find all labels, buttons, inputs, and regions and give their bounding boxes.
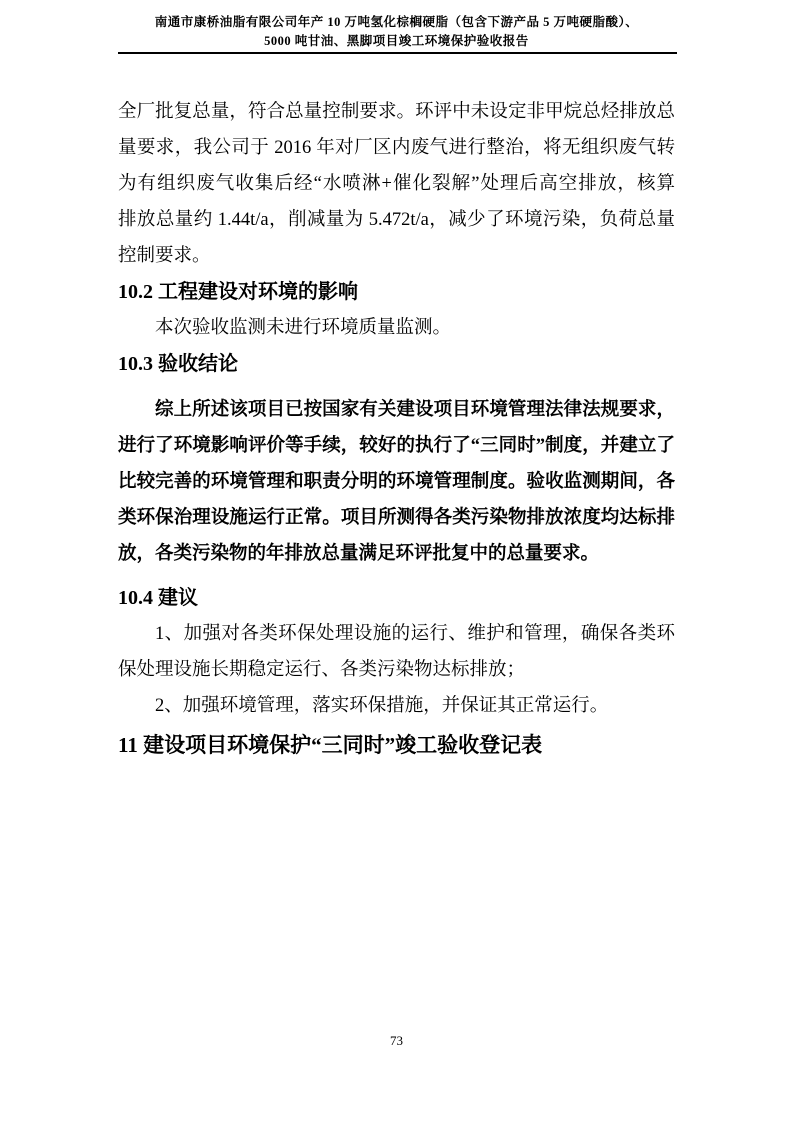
paragraph-line: 放，各类污染物的年排放总量满足环评批复中的总量要求。 <box>118 544 600 564</box>
paragraph-suggestion-2: 2、加强环境管理，落实环保措施，并保证其正常运行。 <box>155 696 609 716</box>
paragraph-line: 类环保治理设施运行正常。项目所测得各类污染物排放浓度均达标排 <box>118 508 675 528</box>
section-heading-10-4: 10.4 建议 <box>118 587 198 609</box>
paragraph-line: 排放总量约 1.44t/a，削减量为 5.472t/a，减少了环境污染，负荷总量 <box>118 210 675 230</box>
chapter-heading-11: 11 建设项目环境保护“三同时”竣工验收登记表 <box>118 733 543 757</box>
paragraph-line: 全厂批复总量，符合总量控制要求。环评中未设定非甲烷总烃排放总 <box>118 102 675 122</box>
paragraph-suggestion-1 <box>118 616 675 688</box>
paragraph-conclusion <box>118 392 675 572</box>
paragraph-line: 进行了环境影响评价等手续，较好的执行了“三同时”制度，并建立了 <box>118 436 675 456</box>
section-heading-10-2: 10.2 工程建设对环境的影响 <box>118 281 358 303</box>
paragraph-10-2: 本次验收监测未进行环境质量监测。 <box>155 318 452 338</box>
page-body <box>118 94 675 764</box>
section-heading-10-3: 10.3 验收结论 <box>118 353 238 375</box>
running-header-line-2: 5000 吨甘油、黑脚项目竣工环境保护验收报告 <box>264 34 529 48</box>
paragraph-line: 综上所述该项目已按国家有关建设项目环境管理法律法规要求， <box>155 400 675 420</box>
page-number: 73 <box>390 1033 403 1048</box>
paragraph-line: 控制要求。 <box>118 246 211 266</box>
paragraph-line: 保处理设施长期稳定运行、各类污染物达标排放； <box>118 660 526 680</box>
paragraph-intro <box>118 94 675 274</box>
header-divider-rule <box>118 52 677 54</box>
paragraph-line: 比较完善的环境管理和职责分明的环境管理制度。验收监测期间，各 <box>118 472 675 492</box>
paragraph-line: 1、加强对各类环保处理设施的运行、维护和管理，确保各类环 <box>155 624 675 644</box>
running-header <box>118 13 675 51</box>
paragraph-line: 为有组织废气收集后经“水喷淋+催化裂解”处理后高空排放，核算 <box>118 174 675 194</box>
running-header-line-1: 南通市康桥油脂有限公司年产 10 万吨氢化棕榈硬脂（包含下游产品 5 万吨硬脂酸）、 <box>154 15 639 29</box>
paragraph-line: 量要求，我公司于 2016 年对厂区内废气进行整治，将无组织废气转 <box>118 138 675 158</box>
